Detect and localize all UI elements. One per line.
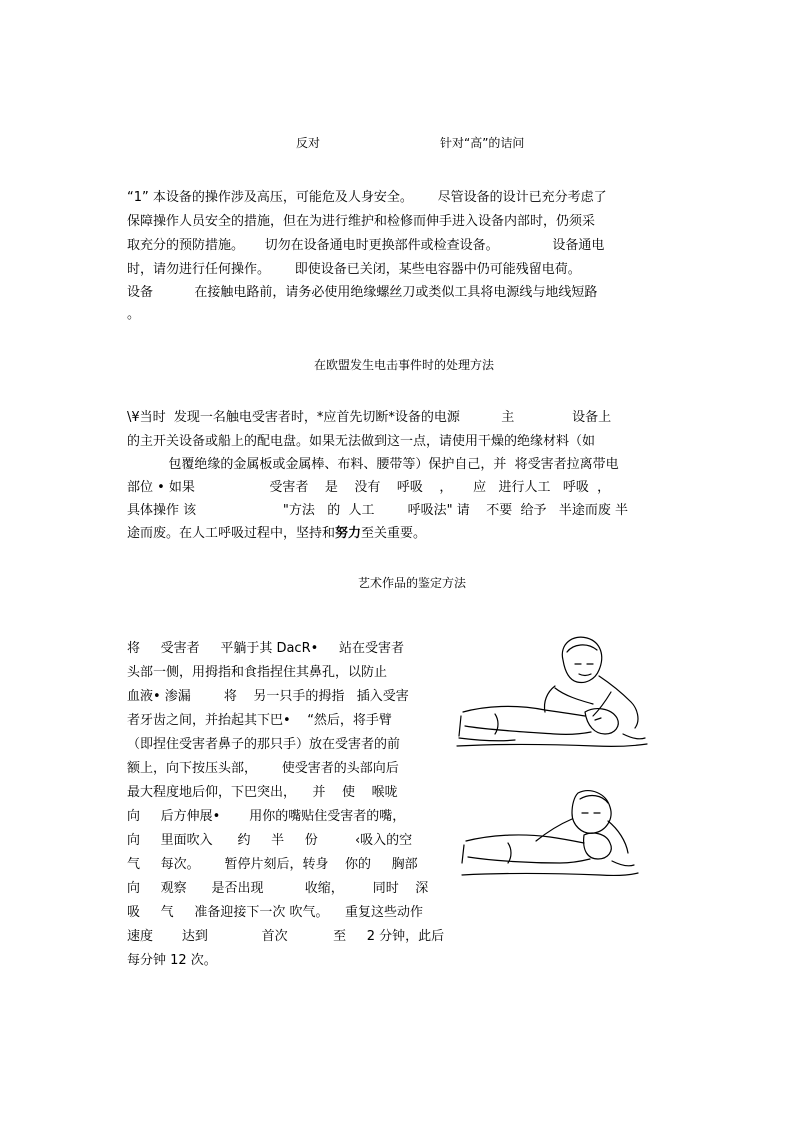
paragraph-line xyxy=(127,522,667,541)
paragraph-line: 每分钟 12 次。 xyxy=(127,953,217,968)
paragraph-line: 向 观察 是否出现 收缩， 同时 深 xyxy=(127,881,429,896)
paragraph-line: （即捏住受害者鼻子的那只手）放在受害者的前 xyxy=(127,737,401,752)
paragraph-line: 将 受害者 平躺于其 DacR• 站在受害者 xyxy=(127,641,404,656)
paragraph-line: 者牙齿之间，并抬起其下巴• “然后，将手臂 xyxy=(127,713,392,728)
paragraph-line: 气 每次。 暂停片刻后，转身 你的 胸部 xyxy=(127,857,418,872)
cpr-illustration-step-2 xyxy=(460,785,640,885)
paragraph-line: 吸 气 准备迎接下一次 吹气。 重复这些动作 xyxy=(127,905,423,920)
paragraph-line: 向 里面吹入 约 半 份 ‹吸入的空 xyxy=(127,833,413,848)
paragraph-line: 向 后方伸展• 用你的嘴贴住受害者的嘴， xyxy=(127,809,406,824)
section-title: 艺术作品的鉴定方法 xyxy=(358,576,467,590)
paragraph-line: 取充分的预防措施。 切勿在设备通电时更换部件或检查设备。 设备通电 xyxy=(127,238,605,253)
text-span: 至关重要。 xyxy=(361,526,427,541)
paragraph-line: 时，请勿进行任何操作。 即使设备已关闭，某些电容器中仍可能残留电荷。 xyxy=(127,262,581,277)
emphasis-text: 努力 xyxy=(335,526,362,541)
header-left: 反对 xyxy=(296,136,321,150)
paragraph-line: 保障操作人员安全的措施，但在为进行维护和检修而伸手进入设备内部时，仍须采 xyxy=(127,214,596,229)
header-right: 针对“高”的诘问 xyxy=(440,136,525,150)
text-span: 途而废。在人工呼吸过程中，坚持和 xyxy=(127,526,336,541)
paragraph-line: 速度 达到 首次 至 2 分钟，此后 xyxy=(127,929,445,944)
paragraph-line: 头部一侧，用拇指和食指捏住其鼻孔，以防止 xyxy=(127,665,388,680)
paragraph-line: 具体操作 该 "方法 的 人工 呼吸法" 请 不要 给予 半途而废 半 xyxy=(127,503,629,518)
paragraph-line: 额上，向下按压头部， 使受害者的头部向后 xyxy=(127,761,399,776)
section-title: 在欧盟发生电击事件时的处理方法 xyxy=(314,358,495,372)
paragraph-line: 的主开关设备或船上的配电盘。如果无法做到这一点，请使用干燥的绝缘材料（如 xyxy=(127,434,596,449)
cpr-illustration-step-1 xyxy=(455,630,650,755)
paragraph-line: 最大程度地后仰，下巴突出， 并 使 喉咙 xyxy=(127,785,398,800)
paragraph-line: “1” 本设备的操作涉及高压，可能危及人身安全。 尽管设备的设计已充分考虑了 xyxy=(127,190,607,205)
paragraph-line: 。 xyxy=(127,307,141,322)
paragraph-line: 包覆绝缘的金属板或金属棒、布料、腰带等）保护自己，并 将受害者拉离带电 xyxy=(127,457,619,472)
paragraph-line: 设备 在接触电路前，请务必使用绝缘螺丝刀或类似工具将电源线与地线短路 xyxy=(127,285,598,300)
paragraph-line: 血液• 渗漏 将 另一只手的拇指 插入受害 xyxy=(127,689,409,704)
paragraph-line: 部位 • 如果 受害者 是 没有 呼吸 ， 应 进行人工 呼吸 ， xyxy=(127,480,611,495)
paragraph-line: \¥当时 发现一名触电受害者时，*应首先切断*设备的电源 主 设备上 xyxy=(127,410,612,425)
